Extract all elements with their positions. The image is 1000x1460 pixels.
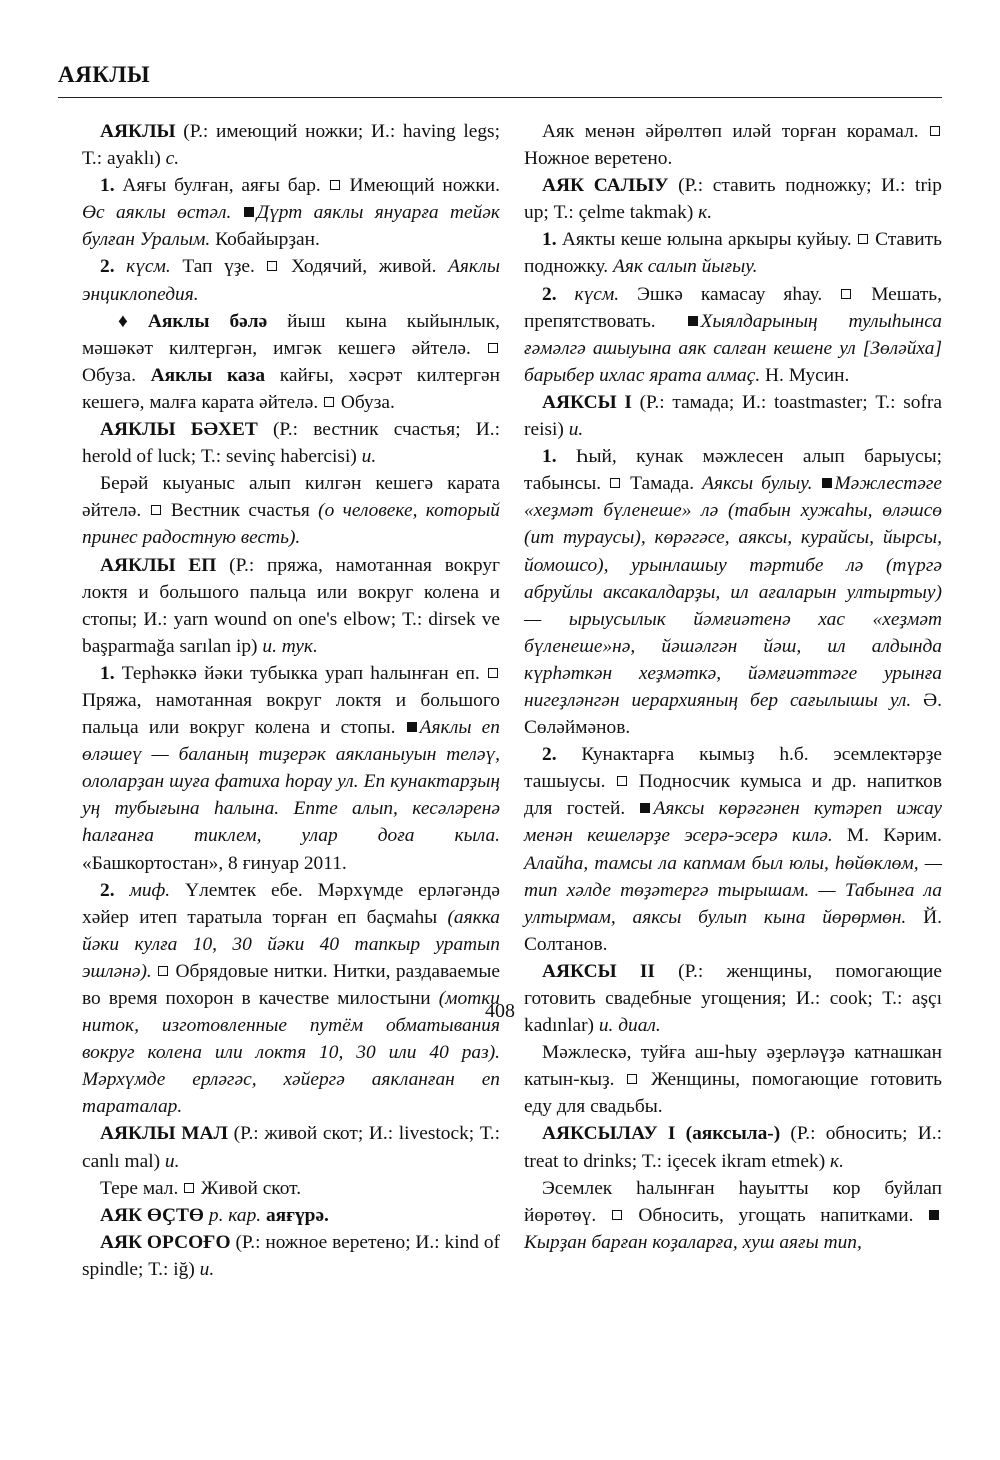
dictionary-paragraph: АЯКСЫ II (Р.: женщины, помогающие готовить свадебные угощения; И.: cook; Т.: aşçı kadınlar) и. диал.	[524, 960, 942, 1037]
dictionary-paragraph: 1. Аякты кеше юлына аркыры куйыу. Ставить подножку. Аяк салып йығыу.	[524, 229, 942, 278]
open-square-icon	[627, 1074, 637, 1084]
dictionary-paragraph: 2. күсм. Эшкә камасау яһау. Мешать, препятствовать. Хыялдарының тулыһынса ғәмәлгә ашыуына аяк салған кешене ул [Зөләйха] барыбер ихлас ярата алмаҫ. Н. Мусин.	[524, 283, 942, 386]
dictionary-paragraph: 2. миф. Үлемтек ебе. Мәрхүмде ерләгәндә хәйер итеп таратыла торған еп баҫмаһы (аякка йәки кулға 10, 30 йәки 40 тапкыр уратып эшләнә). Обрядовые нитки. Нитки, раздаваемые во время похорон в качестве милостыни (мотки ниток, изготовленные путём обматывания вокруг колена или локтя 10, 30 или 40 раз). Мәрхүмде ерләгәс, хәйергә аякланған еп тараталар.	[82, 879, 500, 1118]
filled-square-icon	[640, 803, 650, 813]
dictionary-paragraph: АЯКЛЫ МАЛ (Р.: живой скот; И.: livestock; Т.: canlı mal) и.	[82, 1123, 500, 1172]
dictionary-paragraph: АЯКЛЫ ЕП (Р.: пряжа, намотанная вокруг локтя и большого пальца или вокруг колена и стопы; И.: yarn wound on one's elbow; Т.: dirsek ve başparmağa sarılan ip) и. тук.	[82, 554, 500, 657]
open-square-icon	[184, 1183, 194, 1193]
open-square-icon	[488, 343, 498, 353]
page-number: 408	[485, 1000, 515, 1022]
open-square-icon	[330, 180, 340, 190]
dictionary-paragraph: АЯК ӨҪТӨ р. кар. аяғүрә.	[100, 1204, 329, 1226]
open-square-icon	[610, 478, 620, 488]
dictionary-paragraph: Эсемлек һалынған һауытты кор буйлап йөрөтөү. Обносить, угощать напитками. Кырҙан барған коҙаларға, хуш аяғы тип,	[524, 1177, 942, 1253]
open-square-icon	[158, 966, 168, 976]
dictionary-paragraph: АЯКЛЫ БӘХЕТ (Р.: вестник счастья; И.: herold of luck; Т.: sevinç habercisi) и.	[82, 419, 501, 468]
dictionary-paragraph: 1. Терһәккә йәки тубыкка урап һалынған еп. Пряжа, намотанная вокруг локтя и большого пальца или вокруг колена и стопы. Аяклы еп өләшеү — баланың тиҙерәк аякланыуын теләү, ололарҙан шуға фатиха һорау ул. Еп кунактарҙың уң тубығына һалына. Епте алып, кесәләренә һалғанға тиклем, улар доға кыла. «Башкортостан», 8 ғинуар 2011.	[82, 662, 500, 874]
dictionary-paragraph: Аяк менән әйрөлтөп иләй торған корамал. Ножное веретено.	[524, 118, 942, 172]
open-square-icon	[841, 289, 851, 299]
header-rule	[58, 97, 942, 98]
open-square-icon	[151, 505, 161, 515]
dictionary-paragraph: 2. Кунактарға кымыҙ һ.б. эсемлектәрҙе ташыусы. Подносчик кумыса и др. напитков для гостей. Аяксы көрәгәнен кутәреп ижау менән кешеләрҙе эсерә-эсерә килә. М. Кәрим. Алайһа, тамсы ла капмам был юлы, һөйөклөм, — тип хәлде төҙәтергә тырышам. — Табынға ла ултырмам, аяксы булып кына йөрөрмөн. Й. Солтанов.	[524, 744, 942, 955]
open-square-icon	[612, 1210, 622, 1220]
open-square-icon	[488, 668, 498, 678]
open-square-icon	[324, 397, 334, 407]
dictionary-paragraph: Берәй кыуаныс алып килгән кешегә карата әйтелә. Вестник счастья (о человеке, который принес радостную весть).	[82, 473, 500, 549]
diamond-icon: ♦	[118, 310, 128, 332]
dictionary-paragraph: 2. күсм. Тап үҙе. Ходячий, живой. Аяклы энциклопедия.	[82, 256, 500, 305]
filled-square-icon	[244, 207, 254, 217]
running-header: АЯКЛЫ	[58, 62, 151, 87]
filled-square-icon	[407, 722, 417, 732]
right-column	[524, 118, 942, 1256]
dictionary-paragraph: 1. Аяғы булған, аяғы бар. Имеющий ножки. Өс аяклы өстәл. Дүрт аяклы януарға тейәк булған Уралым. Кобайырҙан.	[82, 175, 500, 251]
dictionary-paragraph: 1. Һый, кунак мәжлесен алып барыусы; табынсы. Тамада. Аяксы булыу. Мәжлестәге «хеҙмәт бүленеше» лә (табын хужаһы, өләшсө (ит тураусы), көрәгәсе, аяксы, курайсы, йырсы, йомошсо), урынлашыу тәртибе лә (түргә абруйлы аксакалдарҙы, ил ағаларын ултыртыу) — ырыусылык йәмғиәтенә хас «хеҙмәт бүленеше»нә, йәшәлгән йәш, ил алдында күрһәткән хеҙмәткә, йәмғиәттәге урынға нигеҙләнгән иерархияның бер сағылышы ул. Ә. Сөләймәнов.	[524, 446, 942, 739]
open-square-icon	[930, 126, 940, 136]
dictionary-paragraph: Мәжлескә, туйға аш-һыу әҙерләүҙә катнашкан катын-кыҙ. Женщины, помогающие готовить еду для свадьбы.	[524, 1042, 943, 1118]
open-square-icon	[267, 261, 277, 271]
dictionary-paragraph: Тере мал. Живой скот.	[100, 1177, 302, 1199]
dictionary-paragraph: АЯК ОРСОҒО (Р.: ножное веретено; И.: kind of spindle; Т.: iğ) и.	[82, 1231, 500, 1280]
dictionary-paragraph: АЯКСЫ I (Р.: тамада; И.: toastmaster; Т.: sofra reisi) и.	[524, 391, 942, 441]
open-square-icon	[858, 234, 868, 244]
dictionary-paragraph: АЯКСЫЛАУ I (аяксыла-) (Р.: обносить; И.: treat to drinks; Т.: içecek ikram etmek) к.	[524, 1123, 942, 1172]
dictionary-paragraph: ♦ Аяклы бәлә йыш кына кыйынлык, мәшәкәт килтергән, имгәк кешегә әйтелә. Обуза. Аяклы каза кайғы, хәсрәт килтергән кешегә, малға карата әйтелә. Обуза.	[82, 308, 500, 416]
dictionary-paragraph: АЯК САЛЫУ (Р.: ставить подножку; И.: trip up; Т.: çelme takmak) к.	[524, 175, 942, 224]
filled-square-icon	[822, 478, 832, 488]
open-square-icon	[617, 776, 627, 786]
filled-square-icon	[929, 1210, 939, 1220]
left-column	[82, 118, 500, 1283]
dictionary-paragraph: АЯКЛЫ (Р.: имеющий ножки; И.: having legs; Т.: ayaklı) с.	[82, 121, 500, 170]
filled-square-icon	[688, 316, 698, 326]
